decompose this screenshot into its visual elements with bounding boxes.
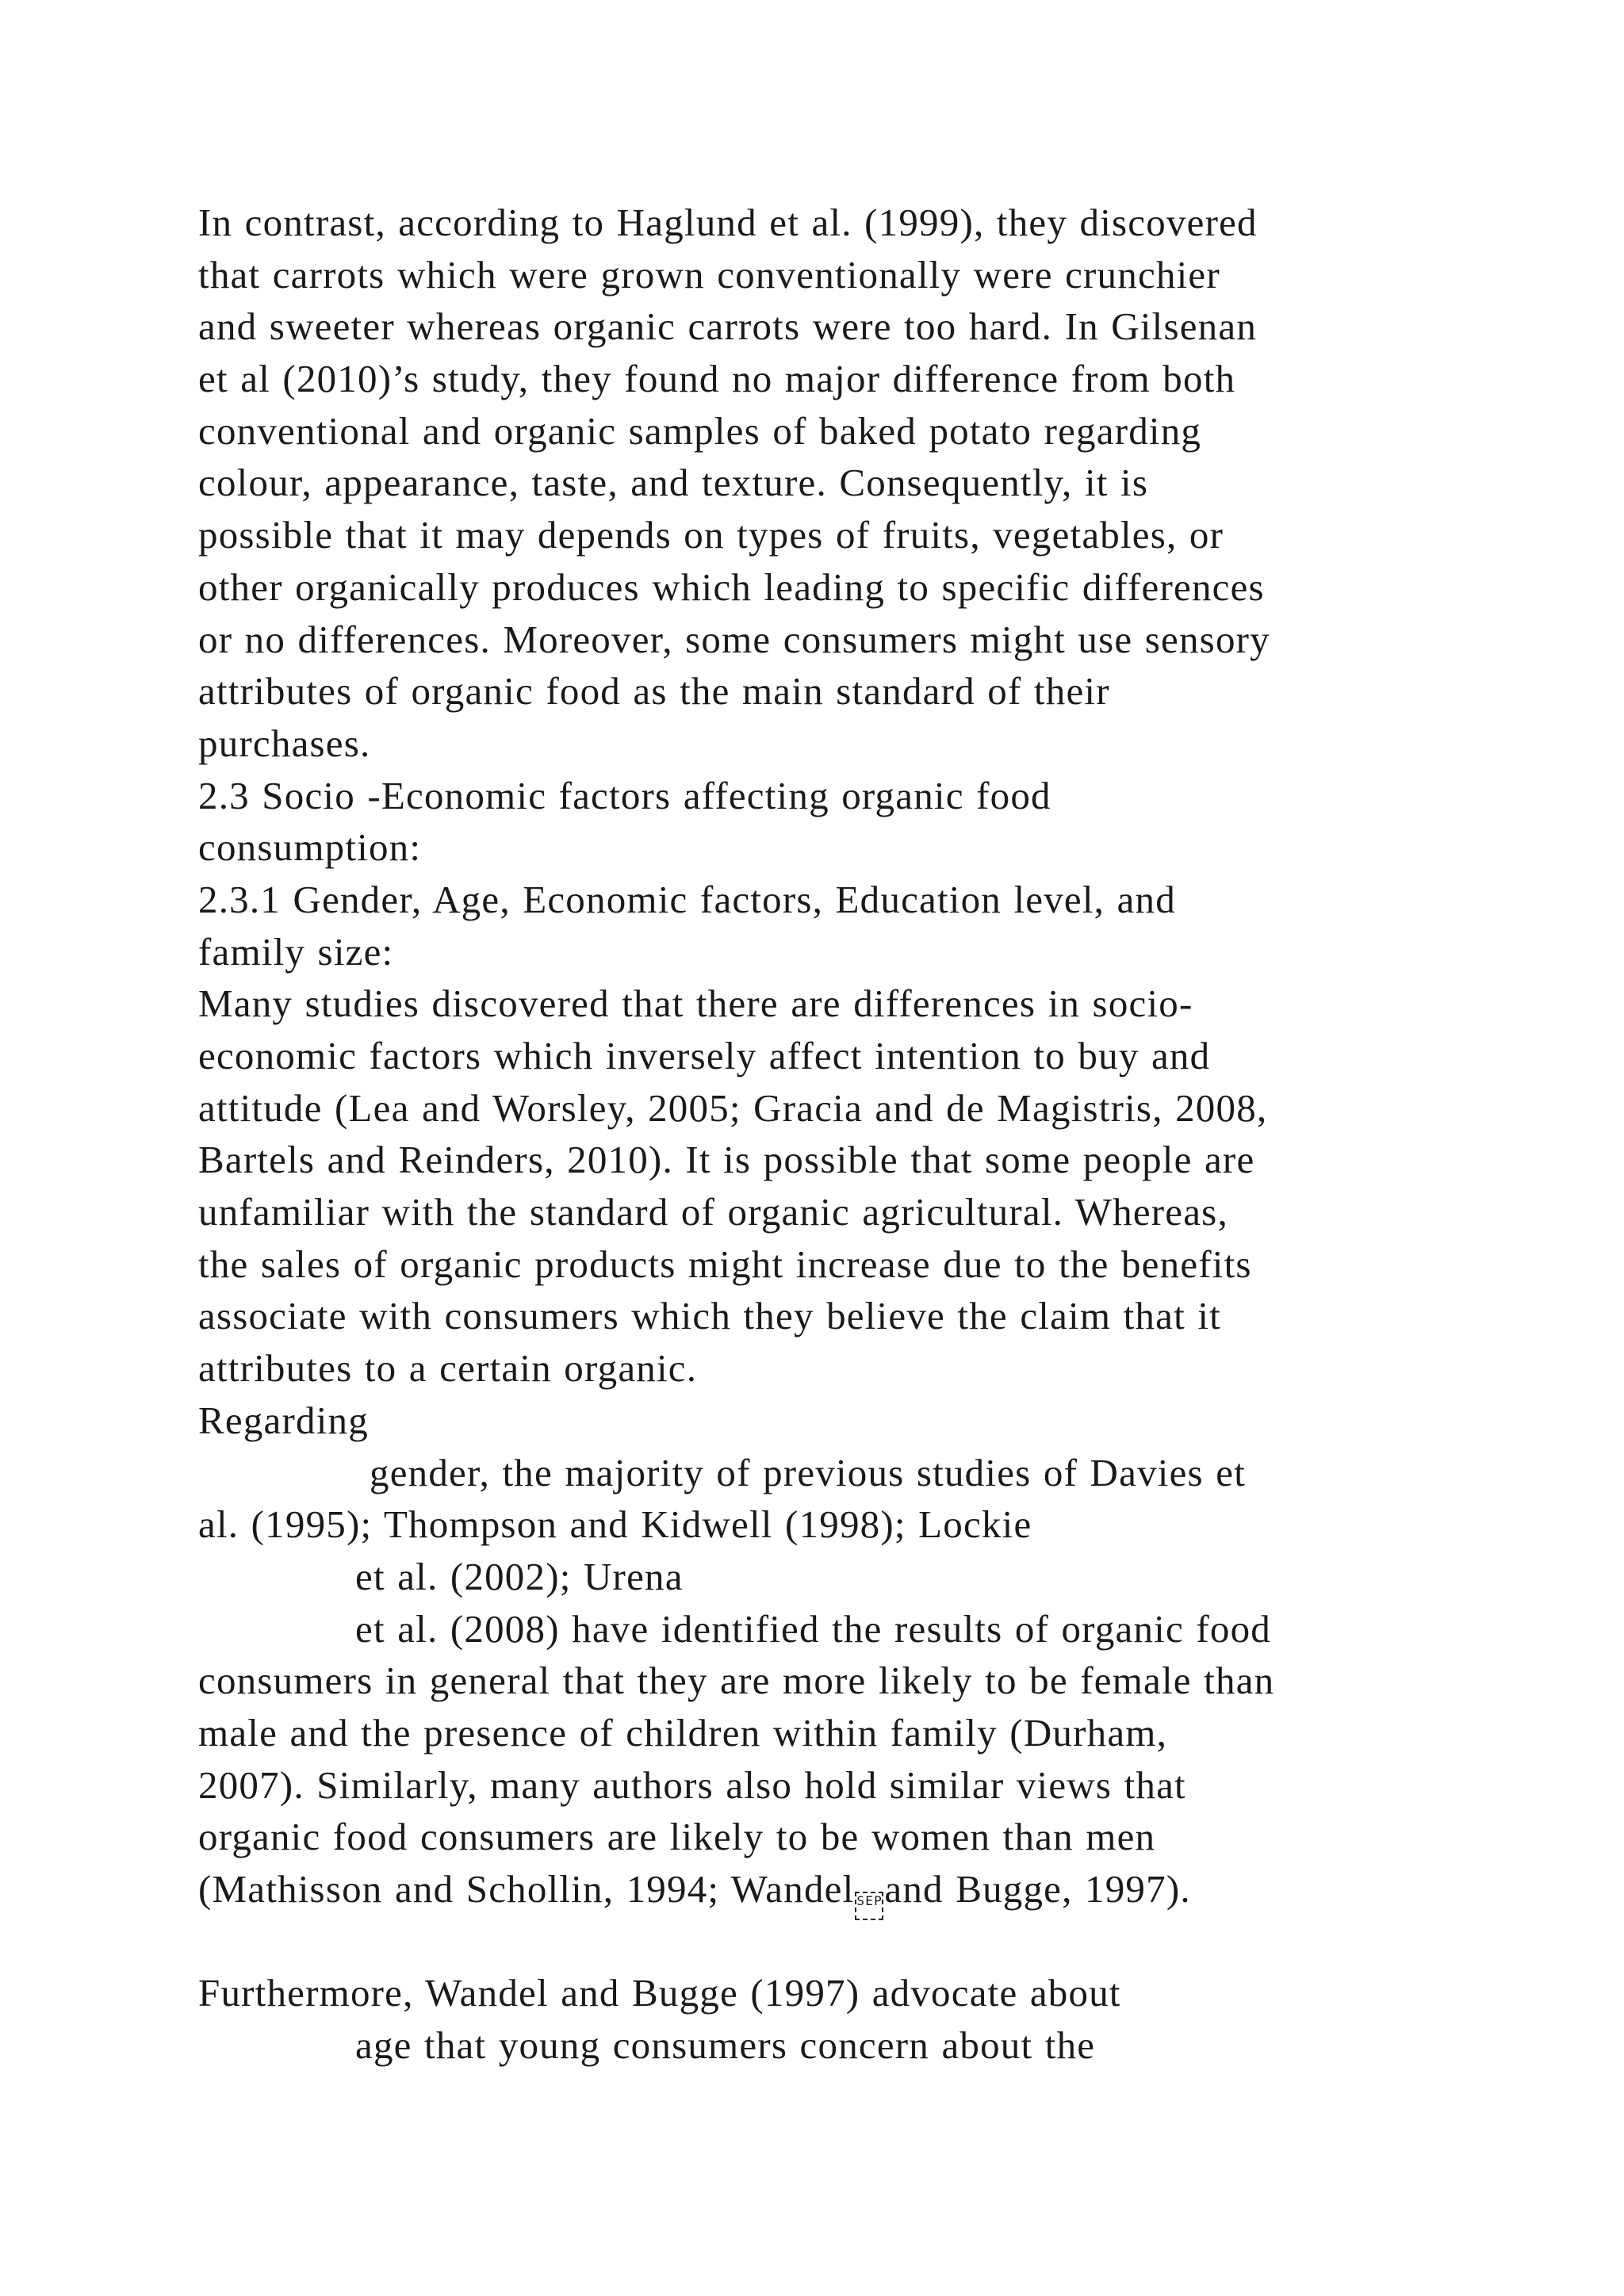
text-line: the sales of organic products might increase due to the benefits <box>198 1242 1252 1286</box>
body-text <box>198 197 1499 2072</box>
text-line: Furthermore, Wandel and Bugge (1997) advocate about <box>198 1971 1121 2015</box>
text-line: 2007). Similarly, many authors also hold similar views that <box>198 1762 1186 1807</box>
text-line: conventional and organic samples of baked potato regarding <box>198 408 1202 453</box>
text-line: et al (2010)’s study, they found no major difference from both <box>198 357 1236 401</box>
text-line <box>198 1863 1499 1915</box>
text-line: attributes of organic food as the main standard of their <box>198 669 1110 714</box>
blank-line <box>198 1915 1499 1968</box>
section-heading: consumption: <box>198 825 422 870</box>
text-line: other organically produces which leading to specific differences <box>198 564 1265 609</box>
text-line: purchases. <box>198 721 371 765</box>
separator-glyph-icon: SEP <box>855 1892 883 1920</box>
text-line: colour, appearance, taste, and texture. Consequently, it is <box>198 461 1149 505</box>
text-line: or no differences. Moreover, some consumers might use sensory <box>198 617 1270 661</box>
text-line: possible that it may depends on types of fruits, vegetables, or <box>198 513 1224 557</box>
text-line: Bartels and Reinders, 2010). It is possible that some people are <box>198 1138 1255 1182</box>
text-line: unfamiliar with the standard of organic agricultural. Whereas, <box>198 1190 1228 1234</box>
text-line: Many studies discovered that there are differences in socio- <box>198 982 1193 1026</box>
text-line: consumers in general that they are more likely to be female than <box>198 1659 1275 1703</box>
text-line: male and the presence of children within family (Durham, <box>198 1710 1168 1755</box>
text-line: economic factors which inversely affect intention to buy and <box>198 1034 1211 1077</box>
text-line: In contrast, according to Haglund et al. (1999), they discovered <box>198 201 1258 244</box>
text-fragment: (Mathisson and Schollin, 1994; Wandel <box>198 1867 855 1911</box>
text-line: age that young consumers concern about the <box>355 2023 1096 2068</box>
subsection-heading: 2.3.1 Gender, Age, Economic factors, Education level, and <box>198 877 1176 921</box>
subsection-heading: family size: <box>198 929 394 974</box>
text-line: et al. (2002); Urena <box>355 1554 684 1598</box>
text-line: associate with consumers which they believe the claim that it <box>198 1294 1221 1338</box>
text-line: gender, the majority of previous studies of Davies et <box>370 1450 1247 1494</box>
text-line: Regarding <box>198 1398 369 1442</box>
text-line: attitude (Lea and Worsley, 2005; Gracia and de Magistris, 2008, <box>198 1085 1268 1130</box>
section-heading: 2.3 Socio -Economic factors affecting organic food <box>198 773 1051 817</box>
text-line: et al. (2008) have identified the results of organic food <box>355 1606 1271 1651</box>
text-line: and sweeter whereas organic carrots were too hard. In Gilsenan <box>198 304 1258 349</box>
text-line: organic food consumers are likely to be women than men <box>198 1815 1156 1859</box>
text-fragment: and Bugge, 1997). <box>884 1867 1191 1911</box>
text-line: al. (1995); Thompson and Kidwell (1998); Lockie <box>198 1502 1032 1547</box>
text-line: attributes to a certain organic. <box>198 1346 698 1391</box>
text-line: that carrots which were grown conventionally were crunchier <box>198 252 1220 297</box>
